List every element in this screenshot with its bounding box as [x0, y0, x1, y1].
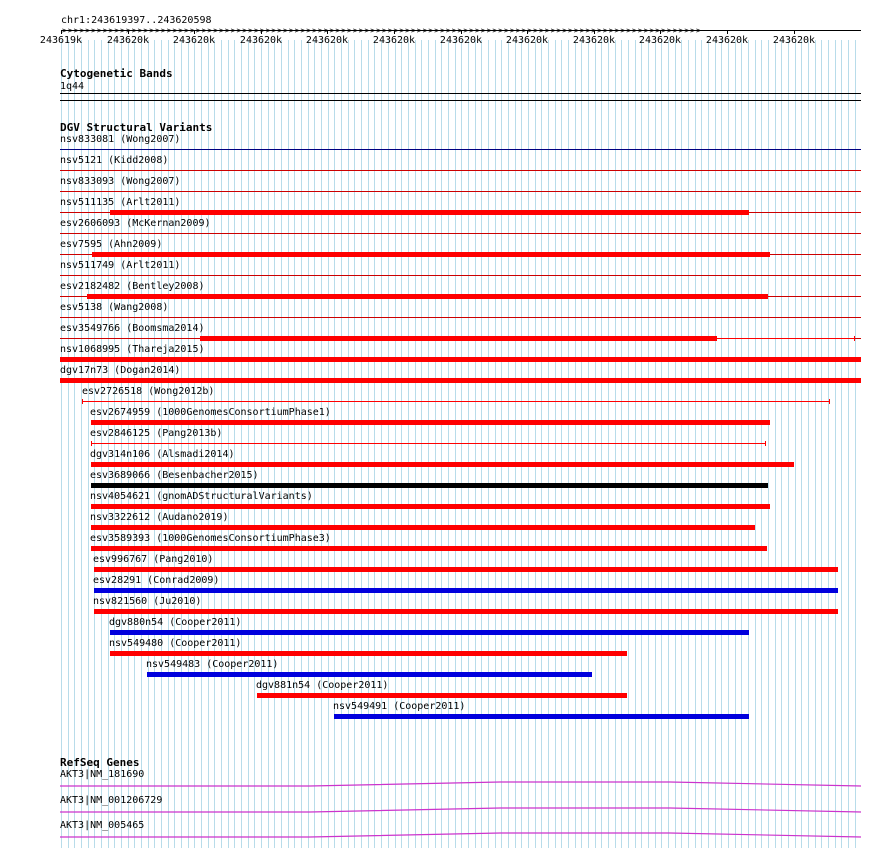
ruler-tick-label: 243620k: [372, 35, 416, 46]
dgv-row-separator: [60, 317, 861, 318]
ruler-tick-label: 243620k: [239, 35, 283, 46]
cytoband-track-title: Cytogenetic Bands: [60, 67, 173, 80]
ruler-tick-label: 243620k: [439, 35, 483, 46]
dgv-variant-label[interactable]: esv3549766 (Boomsma2014): [60, 323, 205, 334]
dgv-variant-label[interactable]: esv3589393 (1000GenomesConsortiumPhase3): [90, 533, 331, 544]
dgv-variant-bar[interactable]: [82, 401, 829, 402]
dgv-variant-label[interactable]: esv5138 (Wang2008): [60, 302, 169, 313]
ruler-tick-label: 243620k: [172, 35, 216, 46]
dgv-variant-label[interactable]: esv2846125 (Pang2013b): [90, 428, 223, 439]
ruler-tick-label: 243620k: [305, 35, 349, 46]
dgv-variant-bar[interactable]: [94, 609, 838, 614]
cytoband-line-top: [60, 93, 861, 94]
dgv-variant-thin-extent: [717, 338, 854, 339]
refseq-intron-line: [60, 808, 861, 812]
dgv-row-separator: [60, 191, 861, 192]
dgv-variant-label[interactable]: nsv833093 (Wong2007): [60, 176, 181, 187]
dgv-variant-bar[interactable]: [91, 546, 767, 551]
dgv-variant-label[interactable]: nsv549491 (Cooper2011): [333, 701, 466, 712]
ruler-tick-label: 243620k: [106, 35, 150, 46]
ruler-tick-label: 243620k: [772, 35, 816, 46]
dgv-variant-bar[interactable]: [92, 252, 770, 257]
dgv-variant-label[interactable]: esv28291 (Conrad2009): [93, 575, 220, 586]
dgv-variant-label[interactable]: nsv549483 (Cooper2011): [146, 659, 279, 670]
dgv-variant-bar[interactable]: [91, 420, 770, 425]
dgv-row-separator: [60, 149, 861, 150]
dgv-variant-bar[interactable]: [91, 462, 794, 467]
ruler-tick-label: 243620k: [572, 35, 616, 46]
ruler-tick-label: 243619k: [39, 35, 83, 46]
dgv-variant-bar[interactable]: [91, 443, 765, 444]
refseq-intron-line: [60, 833, 861, 837]
dgv-variant-label[interactable]: nsv511749 (Arlt2011): [60, 260, 181, 271]
dgv-variant-bar[interactable]: [147, 672, 592, 677]
refseq-gene-model[interactable]: [60, 807, 862, 815]
dgv-variant-bar[interactable]: [110, 651, 627, 656]
dgv-variant-bar[interactable]: [94, 567, 838, 572]
dgv-variant-label[interactable]: esv2726518 (Wong2012b): [82, 386, 215, 397]
dgv-variant-label[interactable]: dgv880n54 (Cooper2011): [109, 617, 242, 628]
dgv-row-separator: [60, 170, 861, 171]
dgv-variant-end-cap: [765, 441, 766, 446]
dgv-variant-bar[interactable]: [60, 357, 861, 362]
dgv-variant-label[interactable]: esv996767 (Pang2010): [93, 554, 214, 565]
refseq-gene-model[interactable]: [60, 781, 862, 789]
dgv-variant-bar[interactable]: [60, 378, 861, 383]
dgv-variant-bar[interactable]: [110, 630, 749, 635]
dgv-variant-label[interactable]: esv2182482 (Bentley2008): [60, 281, 205, 292]
refseq-gene-model[interactable]: [60, 832, 862, 840]
dgv-variant-label[interactable]: nsv5121 (Kidd2008): [60, 155, 169, 166]
ruler-tick-label: 243620k: [505, 35, 549, 46]
dgv-variant-bar[interactable]: [87, 294, 768, 299]
dgv-row-separator: [60, 275, 861, 276]
dgv-variant-bar[interactable]: [257, 693, 627, 698]
dgv-variant-bar[interactable]: [110, 210, 749, 215]
dgv-variant-bar[interactable]: [94, 588, 838, 593]
dgv-variant-label[interactable]: dgv314n106 (Alsmadi2014): [90, 449, 235, 460]
cytoband-label: 1q44: [60, 81, 85, 92]
dgv-variant-label[interactable]: nsv3322612 (Audano2019): [90, 512, 229, 523]
dgv-variant-bar[interactable]: [91, 525, 755, 530]
refseq-gene-label[interactable]: AKT3|NM_005465: [60, 820, 145, 831]
refseq-track-title: RefSeq Genes: [60, 756, 140, 769]
dgv-variant-label[interactable]: esv7595 (Ahn2009): [60, 239, 163, 250]
dgv-track-title: DGV Structural Variants: [60, 121, 213, 134]
ruler-strand-arrows: >>>>>>>>>>>>>>>>>>>>>>>>>>>>>>>>>>>>>>>>>>>>>>>>>>>>>>>>>>>>>>>>>>>>>>>>>>>>>>>>>>>>>>>>>>>>>>>>>>>>>>>>>>>>>>: [62, 26, 702, 35]
dgv-variant-label[interactable]: dgv17n73 (Dogan2014): [60, 365, 181, 376]
dgv-variant-label[interactable]: nsv511135 (Arlt2011): [60, 197, 181, 208]
dgv-variant-label[interactable]: nsv4054621 (gnomADStructuralVariants): [90, 491, 313, 502]
dgv-variant-end-cap: [82, 399, 83, 404]
dgv-variant-end-cap: [91, 441, 92, 446]
dgv-variant-label[interactable]: nsv549480 (Cooper2011): [109, 638, 242, 649]
dgv-variant-label[interactable]: esv3689066 (Besenbacher2015): [90, 470, 259, 481]
dgv-variant-label[interactable]: esv2674959 (1000GenomesConsortiumPhase1): [90, 407, 331, 418]
ruler-tick-label: 243620k: [705, 35, 749, 46]
dgv-variant-bar[interactable]: [91, 504, 770, 509]
refseq-intron-line: [60, 782, 861, 786]
dgv-variant-bar[interactable]: [91, 483, 768, 488]
refseq-gene-label[interactable]: AKT3|NM_001206729: [60, 795, 163, 806]
dgv-row-separator: [60, 233, 861, 234]
dgv-variant-label[interactable]: esv2606093 (McKernan2009): [60, 218, 211, 229]
refseq-gene-label[interactable]: AKT3|NM_181690: [60, 769, 145, 780]
dgv-variant-label[interactable]: nsv833081 (Wong2007): [60, 134, 181, 145]
dgv-variant-label[interactable]: dgv881n54 (Cooper2011): [256, 680, 389, 691]
location-label: chr1:243619397..243620598: [61, 15, 212, 26]
cytoband-line-bottom: [60, 100, 861, 101]
dgv-variant-bar[interactable]: [334, 714, 749, 719]
dgv-variant-label[interactable]: nsv1068995 (Thareja2015): [60, 344, 205, 355]
dgv-variant-bar[interactable]: [200, 336, 717, 341]
dgv-variant-end-cap: [854, 336, 855, 341]
dgv-variant-label[interactable]: nsv821560 (Ju2010): [93, 596, 202, 607]
dgv-variant-end-cap: [829, 399, 830, 404]
ruler-tick-label: 243620k: [638, 35, 682, 46]
